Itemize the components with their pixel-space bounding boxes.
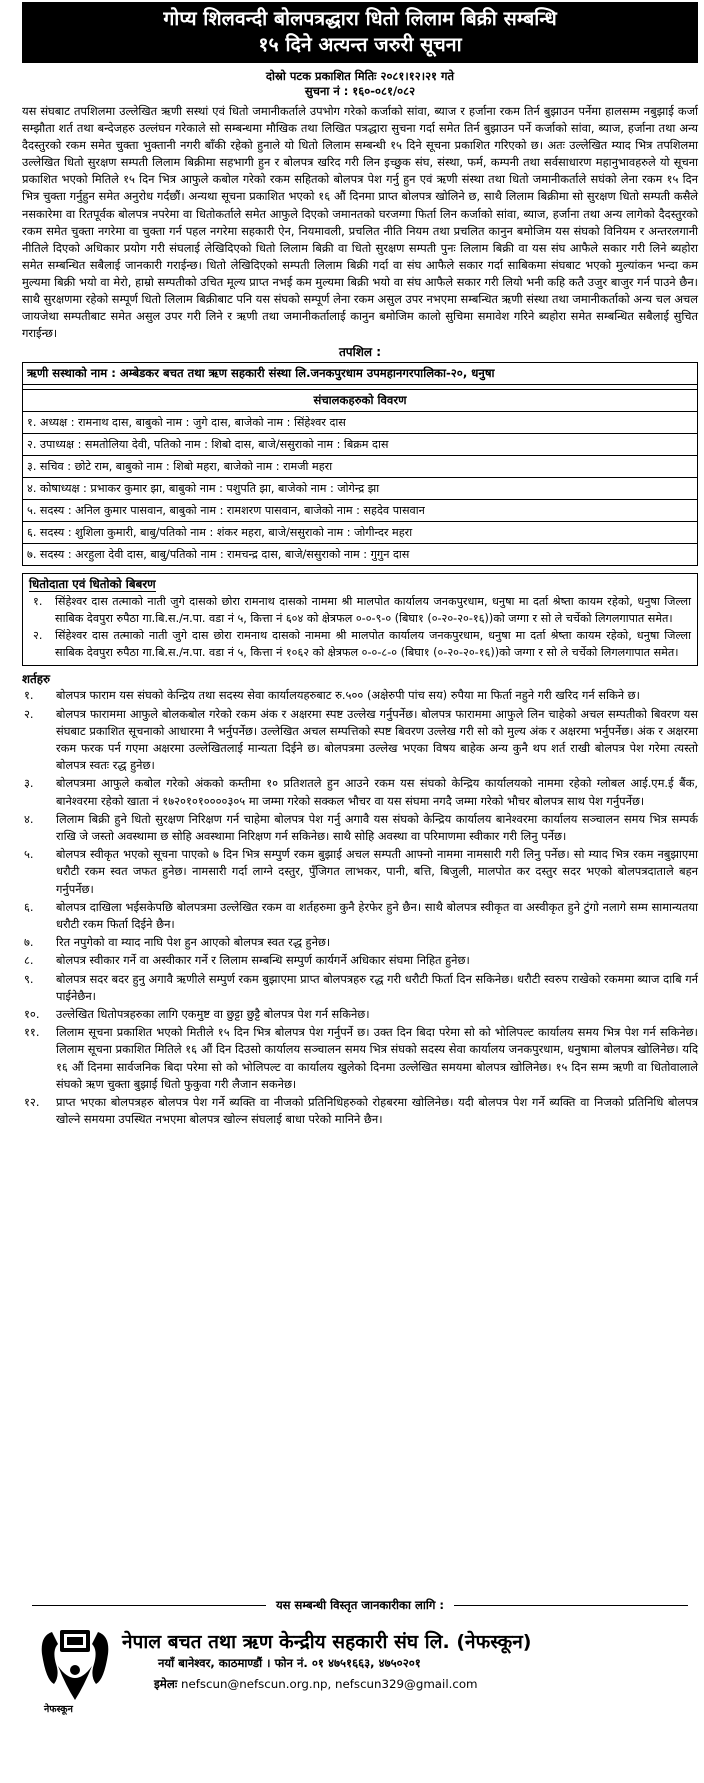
board-row: ६. सदस्य : शुशिला कुमारी, बाबु/पतिको नाम : शंकर महरा, बाजे/ससुराको नाम : जोगीन्दर महरा [23,522,697,544]
org-name: नेपाल बचत तथा ऋण केन्द्रीय सहकारी संघ लि. (नेफस्कून) [122,1631,532,1653]
term-item [22,846,698,898]
board-row: २. उपाध्यक्ष : समतोलिया देवी, पतिको नाम : शिबो दास, बाजे/ससुराको नाम : बिक्रम दास [23,434,697,456]
term-item [22,1024,698,1093]
term-number: २. [24,706,34,721]
board-row: ३. सचिव : छोटे राम, बाबुको नाम : शिबो महरा, बाजेको नाम : रामजी महरा [23,456,697,478]
collateral-heading-text: धितोदाता एवं धितोको बिबरण [29,577,156,592]
borrower-name: ऋणी सस्थाको नाम : अम्बेडकर बचत तथा ऋण सहकारी संस्था लि.जनकपुरधाम उपमहानगरपालिका-२०, धनुषा [23,363,697,385]
item-text: सिंहेश्वर दास तत्माको नाती जुगे दास छोरा रामनाथ दासको नाममा श्री मालपोत कार्यालय जनकपुरधाम, धनुषा मा दर्ता श्रेष्ता कायम रहेको, धनुषा जिल्ला साबिक देवपुरा रुपैठा गा.बि.स./न.पा. वडा नं ५, कित्ता नं १०६२ को क्षेत्रफल ०-०-८-० (बिघा१ (०-२०-२०-१६))को जग्गा र सो ले चर्चेको लिगलगापात समेत। [55,629,691,660]
term-item [22,952,698,969]
term-text: बोलपत्र फाराममा आफुले बोलकबोल गरेको रकम अंक र अक्षरमा स्पष्ट उल्लेख गर्नुपर्नेछ। बोलपत्र फाराममा आफुले लिन चाहेको अचल सम्पतीको बिवरण यस संघबाट प्रकाशित सूचनाको आधारमा नै भर्नुपर्नेछ। उल्लेखित अचल सम्पत्तिको स्पष्ट बिवरण उल्लेख गरी सो को मुल्य अंक र अक्षरमा भर्नुपर्नेछ। अंक र अक्षरमा रकम फरक पर्न गएमा अक्षरमा उल्लेखितलाई मान्यता दिईने छ। बोलपत्रमा उल्लेख भएका विषय बाहेक अन्य कुनै थप शर्त राखी बोलपत्र पेश गरेमा त्यस्तो बोलपत्र स्वतः रद्ध हुनेछ। [56,706,698,773]
term-text: लिलाम बिक्री हुने धितो सुरक्षण निरिक्षण गर्न चाहेमा बोलपत्र पेश गर्नु अगावै यस संघको केन्द्रिय कार्यालय बानेश्वरमा कार्यालय सञ्चालन समय भित्र सम्पर्क राखि जे जस्तो अवस्थामा छ सोहि अवस्थामा निरिक्षण गर्न सकिनेछ। साथै सोहि अवस्था वा परिमाणमा स्वीकार गरी लिनु पर्नेछ। [56,811,698,843]
notice-page [22,0,698,1783]
schedule-heading: तपशिल : [338,345,382,360]
term-text: बोलपत्र फाराम यस संघको केन्द्रिय तथा सदस्य सेवा कार्यालयहरुबाट रु.५०० (अक्षेरुपी पांच सय) रुपैया मा फिर्ता नहुने गरी खरिद गर्न सकिने छ। [56,688,640,703]
title-line-2: १५ दिने अत्यन्त जरुरी सूचना [258,33,462,56]
divider [454,1605,688,1606]
collateral-item [29,593,691,627]
term-number: ४. [24,811,34,826]
term-number: ९. [24,971,34,986]
term-item [22,687,698,704]
term-number: ७. [24,935,34,950]
collateral-heading [29,576,691,593]
info-line [22,1596,698,1614]
publication-date: दोस्रो पटक प्रकाशित मितिः २०८१।१२।२१ गते [265,69,455,83]
term-text: बोलपत्रमा आफुले कबोल गरेको अंकको कम्तीमा १० प्रतिशतले हुन आउने रकम यस संघको केन्द्रिय कार्यालयको नाममा रहेको ग्लोबल आई.एम.ई बैंक, बानेश्वरमा रहेको खाता नं १७२०१०१००००३०५ मा जम्मा गरेको सक्कल भौचर वा यस संघमा नगदै जम्मा गरेको भौचर बोलपत्र साथ पेश गर्नुपर्नेछ। [56,776,698,808]
nefscun-logo-icon [38,1624,112,1710]
term-item [22,811,698,845]
term-text: बोलपत्र स्वीकार गर्ने वा अस्वीकार गर्ने र लिलाम सम्बन्धि सम्पुर्ण कार्यगर्ने अधिकार संघमा निहित हुनेछ। [56,953,470,968]
board-row: ७. सदस्य : अरहुला देवी दास, बाबु/पतिको नाम : रामचन्द्र दास, बाजे/ससुराको नाम : गुगुन दास [27,548,410,562]
term-item [22,1094,698,1128]
info-text: यस सम्बन्धी विस्तृत जानकारीका लागि : [275,1597,445,1612]
board-row: ४. कोषाध्यक्ष : प्रभाकर कुमार झा, बाबुको नाम : पशुपति झा, बाजेको नाम : जोगेन्द्र झा [23,478,697,500]
org-email [154,1676,478,1692]
org-block [22,1614,698,1774]
term-number: ११. [24,1025,40,1040]
term-item [22,775,698,809]
term-item [22,1006,698,1023]
term-number: ३. [24,776,34,791]
term-item [22,706,698,775]
term-number: १२. [24,1094,40,1109]
term-item [22,971,698,1005]
board-row: ५. सदस्य : अनिल कुमार पासवान, बाबुको नाम : रामशरण पासवान, बाजेको नाम : सहदेव पासवान [23,500,697,522]
term-text: लिलाम सूचना प्रकाशित भएको मितीले १५ दिन भित्र बोलपत्र पेश गर्नुपर्ने छ। उक्त दिन बिदा परेमा सो को भोलिपल्ट कार्यालय समय भित्र पेश गर्न सकिनेछ। लिलाम सूचना प्रकाशित मितिले १६ औं दिन दिउसो कार्यालय सञ्चालन समय भित्र संघको सदस्य सेवा कार्यालय जनकपुरधाम, धनुषामा बोलपत्र खोलिनेछ। यदि १६ औं दिनमा सार्वजनिक बिदा परेमा सो को भोलिपल्ट वा कार्यालय खुलेको दिनमा उल्लेखित समयमा बोलपत्र खोलिनेछ। १५ दिन सम्म ऋणी वा धितोवालाले संघको ऋण चुक्ता बुझाई धितो फुकुवा गरी लैजान सकनेछ। [56,1025,698,1091]
term-text: बोलपत्र स्वीकृत भएको सूचना पाएको ७ दिन भित्र सम्पुर्ण रकम बुझाई अचल सम्पती आफ्नो नाममा नामसारी गरी लिनु पर्नेछ। सो म्याद भित्र रकम नबुझाएमा धरौटी रकम स्वत जफत हुनेछ। नामसारी गर्दा लाग्ने दस्तुर, पुँजिगत लाभकर, पानी, बत्ति, बिजुली, मालपोत कर दस्तुर सदर भएको बोलपत्रदाताले बहन गर्नुपर्नेछ। [56,847,698,896]
item-number: १. [33,595,43,609]
term-item [22,934,698,951]
borrower-table [22,362,698,566]
term-text: प्राप्त भएका बोलपत्रहरु बोलपत्र पेश गर्ने ब्यक्ति वा नीजको प्रतिनिधिहरुको रोहबरमा खोलिनेछ। यदी बोलपत्र पेश गर्ने ब्यक्ति वा निजको प्रतिनिधि बोलपत्र खोल्ने समयमा उपस्थित नभएमा बोलपत्र खोल्न संघलाई बाधा परेको मानिने छैन। [56,1094,698,1127]
item-number: २. [33,629,43,643]
term-text: रित नपुगेको वा म्याद नाघि पेश हुन आएको बोलपत्र स्वत रद्ध हुनेछ। [56,935,331,950]
terms-heading: शर्तहरु [22,672,51,687]
title-line-1: गोप्य शिलवन्दी बोलपत्रद्धारा धितो लिलाम बिक्री सम्बन्धि [163,7,557,30]
title-banner [22,2,698,63]
email-addresses: nefscun@nefscun.org.np, nefscun329@gmail.com [180,1677,478,1691]
board-heading: संचालकहरुको विवरण [23,390,697,412]
term-number: १. [24,688,34,703]
contact-footer [22,1596,698,1774]
term-number: ६. [24,899,34,914]
email-label: इमेलः [154,1677,178,1691]
terms-list [22,687,698,1128]
item-text: सिंहेश्वर दास तत्माको नाती जुगे दासको छोरा रामनाथ दासको नाममा श्री मालपोत कार्यालय जनकपुरधाम, धनुषा मा दर्ता श्रेष्ता कायम रहेको, धनुषा जिल्ला साबिक देवपुरा रुपैठा गा.बि.स./न.पा. वडा नं ५, कित्ता नं ६०४ को क्षेत्रफल ०-०-९-० (बिघा१ (०-२०-२०-१६))को जग्गा र सो ले चर्चेको लिगलगापात समेत। [55,595,691,626]
collateral-box [22,573,698,666]
org-address: नयाँ बानेश्वर, काठमाण्डौं । फोन नं. ०१ ४७५१६६३, ४७५०२०१ [158,1656,421,1670]
term-item [22,899,698,933]
board-row: १. अध्यक्ष : रामनाथ दास, बाबुको नाम : जुगे दास, बाजेको नाम : सिंहेश्वर दास [23,412,697,434]
term-text: उल्लेखित धितोपत्रहरुका लागि एकमुष्ट वा छुट्टा छुट्टै बोलपत्र पेश गर्न सकिनेछ। [56,1006,370,1021]
notice-number: सुचना नं : १६०-०८१/०८२ [304,84,416,98]
term-text: बोलपत्र दाखिला भईसकेपछि बोलपत्रमा उल्लेखित रकम वा शर्तहरुमा कुनै हेरफेर हुने छैन। साथै बोलपत्र स्वीकृत वा अस्वीकृत हुने टुंगो नलागे सम्म सामान्यतया धरौटी रकम फिर्ता दिईने छैन। [56,899,698,931]
divider [32,1605,266,1606]
term-number: ८. [24,953,34,968]
logo-caption: नेफस्कून [44,1704,73,1715]
intro-paragraph: यस संघबाट तपशिलमा उल्लेखित ऋणी सस्थां एवं धितो जमानीकर्ताले उपभोग गरेको कर्जाको सांवा, ब्याज र हर्जाना रकम तिर्न बुझाउन पर्नेमा हालसम्म नबुझाई कर्जा सम्झौता शर्त तथा बन्देजहरु उल्लंघन गरेकाले सो सम्बन्धमा मौखिक तथा लिखित पत्रद्धारा सुचना गर्दा समेत तिर्न बुझाउन पर्ने कर्जाको सांवा, ब्याज, हर्जाना तथा अन्य दैदस्तुरको रकम समेत चुक्ता भुक्तानी नगरी बाँकी रहेको हुनाले यो धितो लिलाम सम्बन्धी १५ दिने सूचना प्रकाशित गरिएको छ। अतः उल्लेखित म्याद भित्र तपशिलमा उल्लेखित धितो सुरक्षण सम्पती लिलाम बिक्रीमा सहभागी हुन र बोलपत्र खरिद गरी लिन इच्छुक संघ, संस्था, फर्म, कम्पनी तथा सर्वसाधारण महानुभावहरुले यो सूचना प्रकाशित भएको मितिले १५ दिन भित्र आफुले कबोल गरेको रकम सहितको बोलपत्र पेश गर्नु हुन एवं ऋणी संस्था तथा धितो जमानीकर्ताले सघंको लेना रकम १५ दिन भित्र चुक्ता गर्नुहुन समेत अनुरोध गर्दछौं। अन्यथा सूचना प्रकाशित भएको १६ औं दिनमा प्राप्त बोलपत्र खोलिने छ, साथै लिलाम बिक्रीमा सो सुरक्षण धितो सम्पती कसैले नसकारेमा वा रितपूर्वक बोलपत्र नपरेमा वा धितोकर्ताले समेत आफुले दिएको जमानतको घरजग्गा फिर्ता लिन कर्जाको सांवा, ब्याज, हर्जाना तथा अन्य लागेको दैदस्तुरको रकम समेत चुक्ता नगरेमा वा चुक्ता गर्न पहल नगरेमा सहकारी ऐन, नियमावली, प्रचलित नीति नियम तथा प्रचलित कानुन बमोजिम यस संघको विनियम र अन्तरलगानी नीतिले दिएको अधिकार प्रयोग गरी संघलाई लेखिदिएको धितो लिलाम बिक्री वा धितो सुरक्षण सम्पती पुनः लिलाम बिक्री वा यस संघ आफैले सकार गरी लिने ब्यहोरा समेत सम्बन्धित सबैलाई जानकारी गराईन्छ। धितो लेखिदिएको सम्पती लिलाम बिक्री गर्दा वा संघ आफैले सकार गर्दा साबिकमा संघबाट भएको मुल्यांकन भन्दा कम मुल्यमा बिक्री भयो वा मेरो, हाम्रो सम्पतीको उचित मूल्य प्राप्त नभई कम मुल्यमा बिक्री भयो वा संघ आफैले सकार गरी लियो भनी कहि कतै उजुर बाजुर गर्न पाउने छैन। साथै सुरक्षणमा रहेको सम्पूर्ण धितो लिलाम बिक्रीबाट पनि यस संघको सम्पूर्ण लेना रकम असुल उपर नभएमा सम्बन्धित ऋणी संस्था तथा जमानीकर्ताको अन्य चल अचल जायजेथा सम्पतीबाट समेत असुल उपर गरी लिने र ऋणी तथा जमानीकर्तालाई कानुन बमोजिम कालो सुचिमा समावेश गरिने ब्यहोरा समेत सम्बन्धित सबैलाई सुचित गराईन्छ। [22,104,698,341]
term-text: बोलपत्र सदर बदर हुनु अगावै ऋणीले सम्पुर्ण रकम बुझाएमा प्राप्त बोलपत्रहरु रद्ध गरी धरौटी फिर्ता दिन सकिनेछ। धरौटी स्वरुप राखेको रकममा ब्याज दाबि गर्न पाईनेछैन। [56,971,698,1003]
term-number: ५. [24,847,34,862]
collateral-item [29,627,691,661]
term-number: १०. [24,1006,40,1021]
